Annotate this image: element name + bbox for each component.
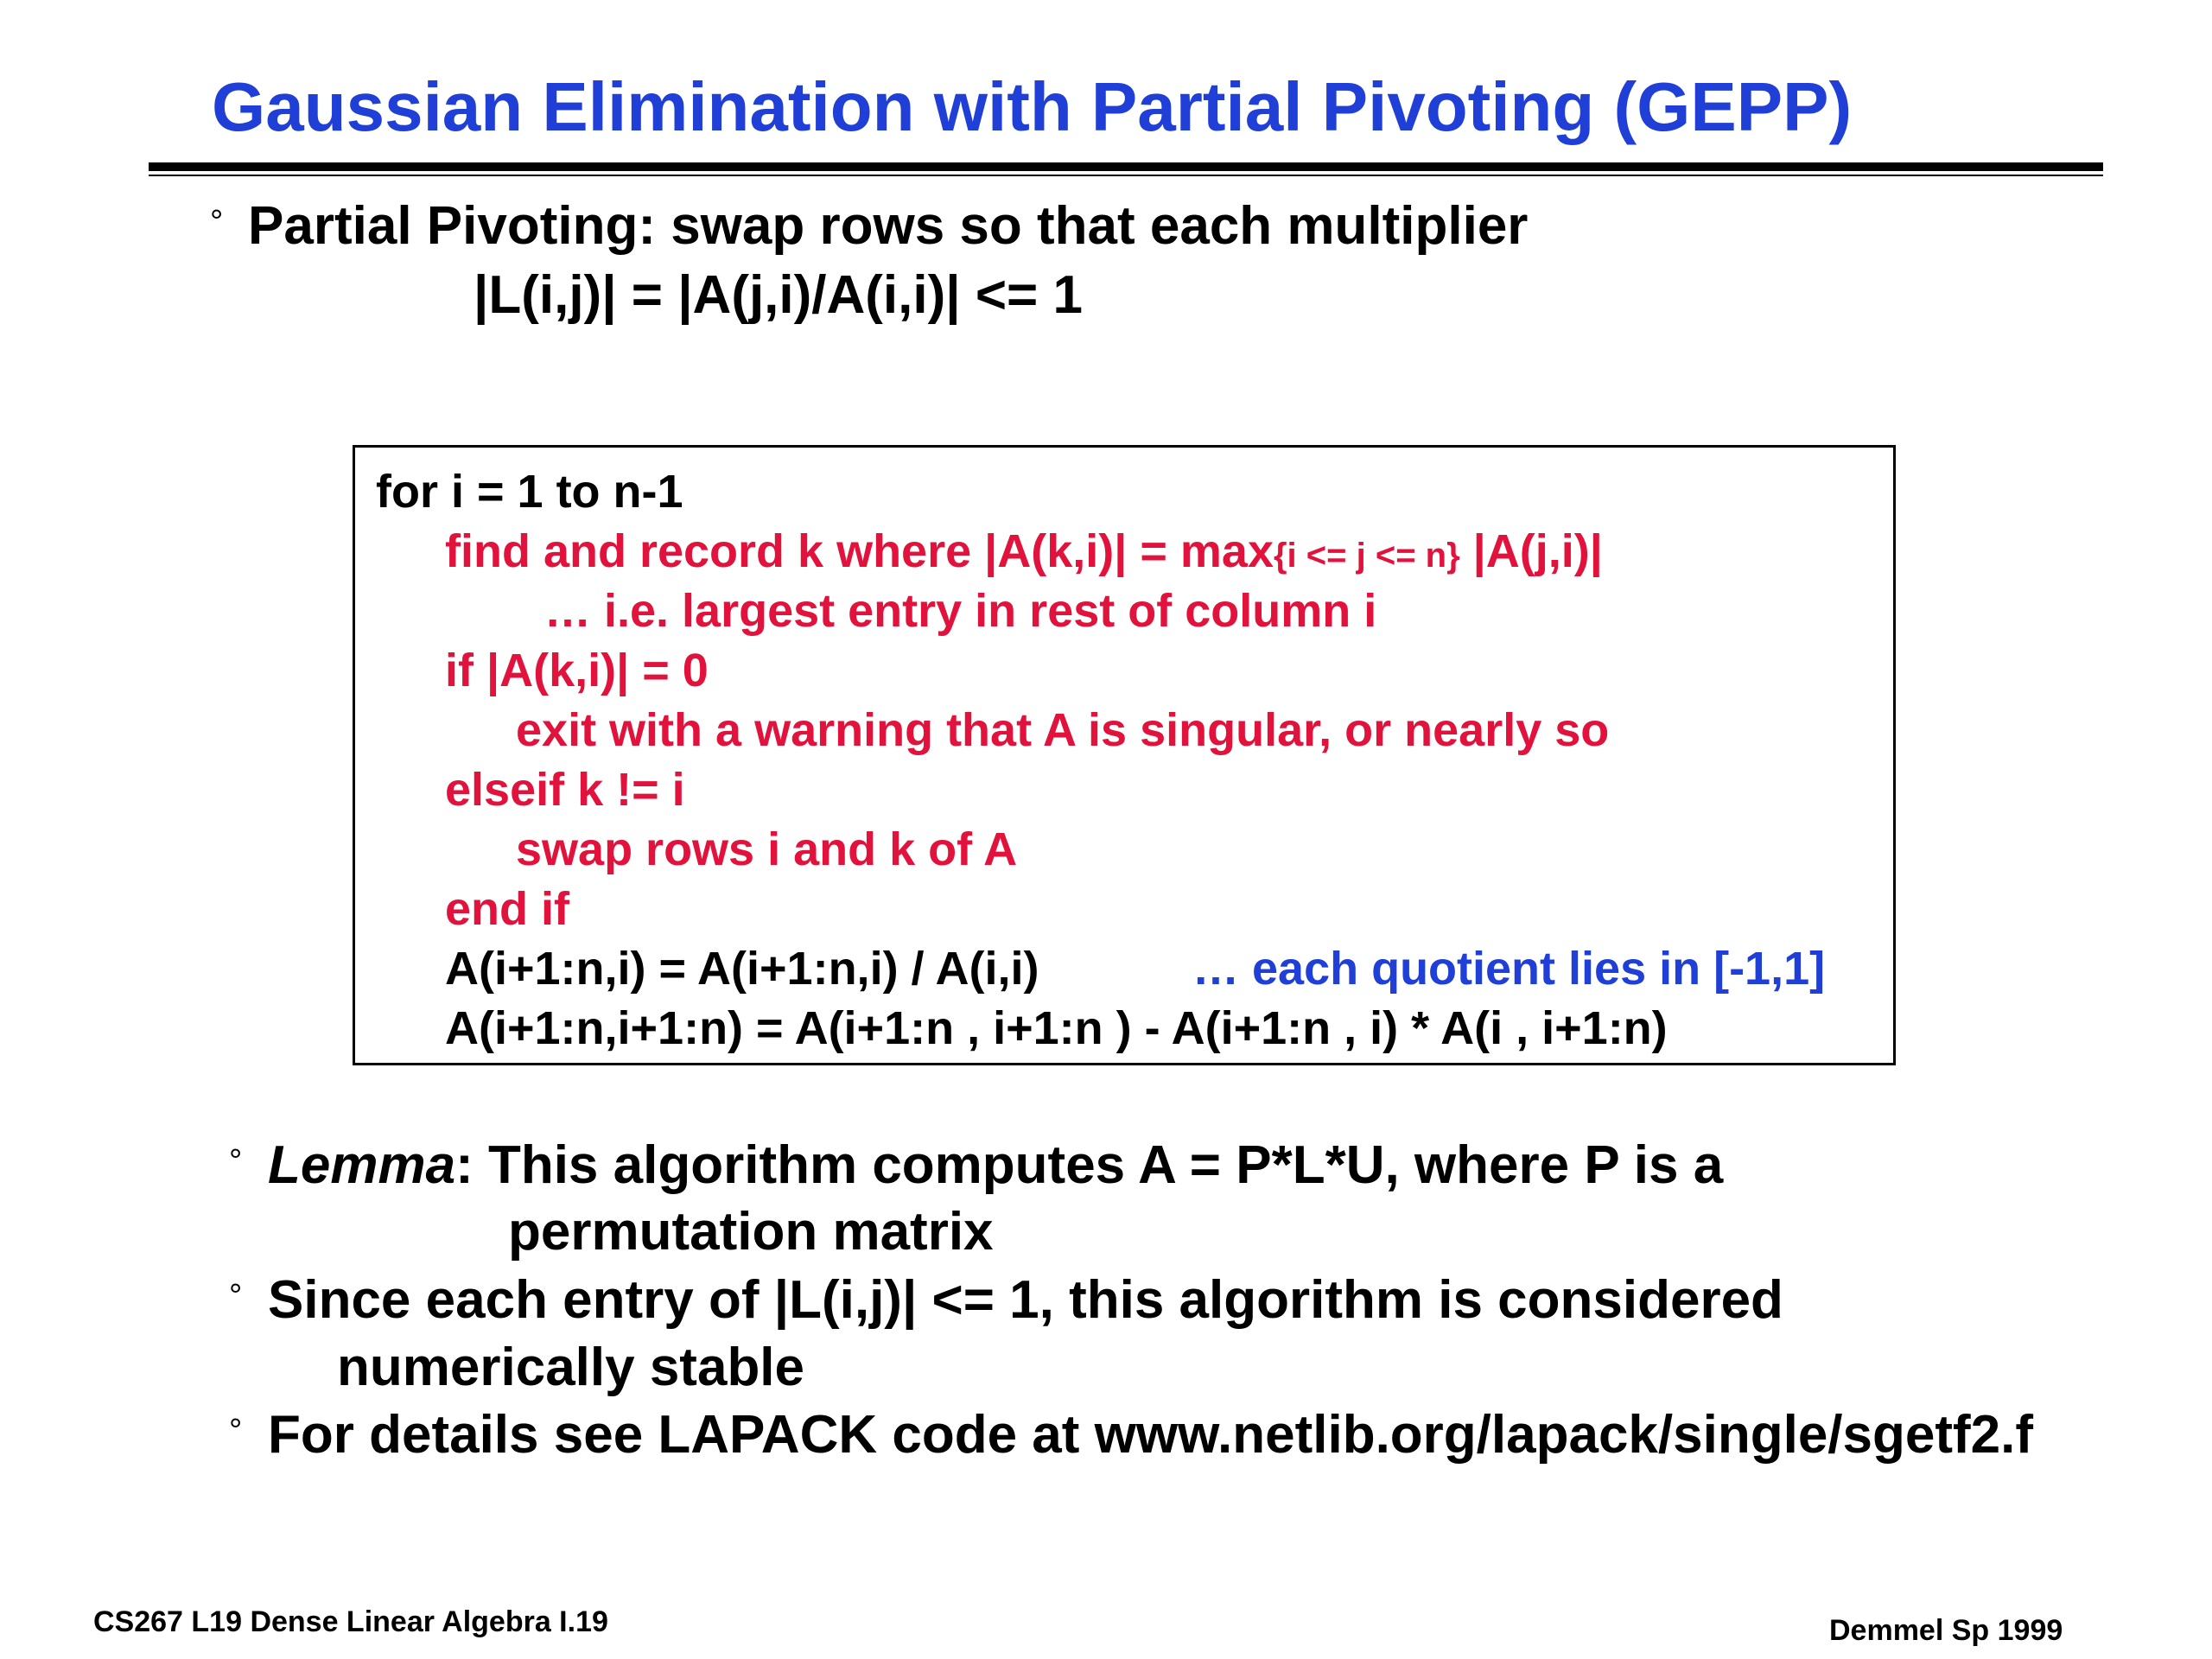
code-swap-line: swap rows i and k of A <box>516 823 1018 875</box>
code-assign-1: A(i+1:n,i) = A(i+1:n,i) / A(i,i) <box>445 943 1039 995</box>
code-if-line: if |A(k,i)| = 0 <box>445 645 709 696</box>
stable-line-1: Since each entry of |L(i,j)| <= 1, this algorithm is considered <box>268 1270 1783 1330</box>
lemma-rest: : This algorithm computes A = P*L*U, where P is a <box>455 1135 1724 1195</box>
code-find-prefix: find and record k where |A(k,i)| = max <box>445 525 1274 577</box>
details-line: For details see LAPACK code at www.netlib.org/lapack/single/sgetf2.f <box>268 1405 2034 1465</box>
code-endif-line: end if <box>445 883 569 935</box>
stable-line-2: numerically stable <box>337 1338 805 1397</box>
code-assign-1-comment: … each quotient lies in [-1,1] <box>1192 943 1826 995</box>
lemma-line-1 <box>268 1135 1723 1196</box>
code-find-line <box>445 525 1603 577</box>
bullet-icon: ° <box>229 1413 243 1449</box>
code-assign-2: A(i+1:n,i+1:n) = A(i+1:n , i+1:n ) - A(i+1:n , i) * A(i , i+1:n) <box>445 1002 1668 1054</box>
lemma-word: Lemma <box>268 1135 456 1195</box>
footer-left: CS267 L19 Dense Linear Algebra I.19 <box>93 1605 608 1638</box>
bullet-icon: ° <box>229 1278 243 1314</box>
lemma-line-2: permutation matrix <box>508 1202 994 1262</box>
code-exit-line: exit with a warning that A is singular, or nearly so <box>516 704 1610 756</box>
intro-line-2: |L(i,j)| = |A(j,i)/A(i,i)| <= 1 <box>474 265 1083 325</box>
footer-right: Demmel Sp 1999 <box>1829 1614 2063 1647</box>
title-underline <box>149 162 2103 171</box>
code-find-subscript: {i <= j <= n} <box>1273 537 1460 575</box>
intro-line-1: Partial Pivoting: swap rows so that each multiplier <box>248 196 1529 256</box>
bullet-icon: ° <box>210 204 224 240</box>
code-ie-line: … i.e. largest entry in rest of column i <box>544 585 1377 637</box>
slide-title: Gaussian Elimination with Partial Pivoting (GEPP) <box>212 68 1853 145</box>
bullet-icon: ° <box>229 1143 243 1179</box>
code-elseif-line: elseif k != i <box>445 764 685 816</box>
code-find-suffix: |A(j,i)| <box>1459 525 1603 577</box>
code-for-line: for i = 1 to n-1 <box>376 466 683 518</box>
